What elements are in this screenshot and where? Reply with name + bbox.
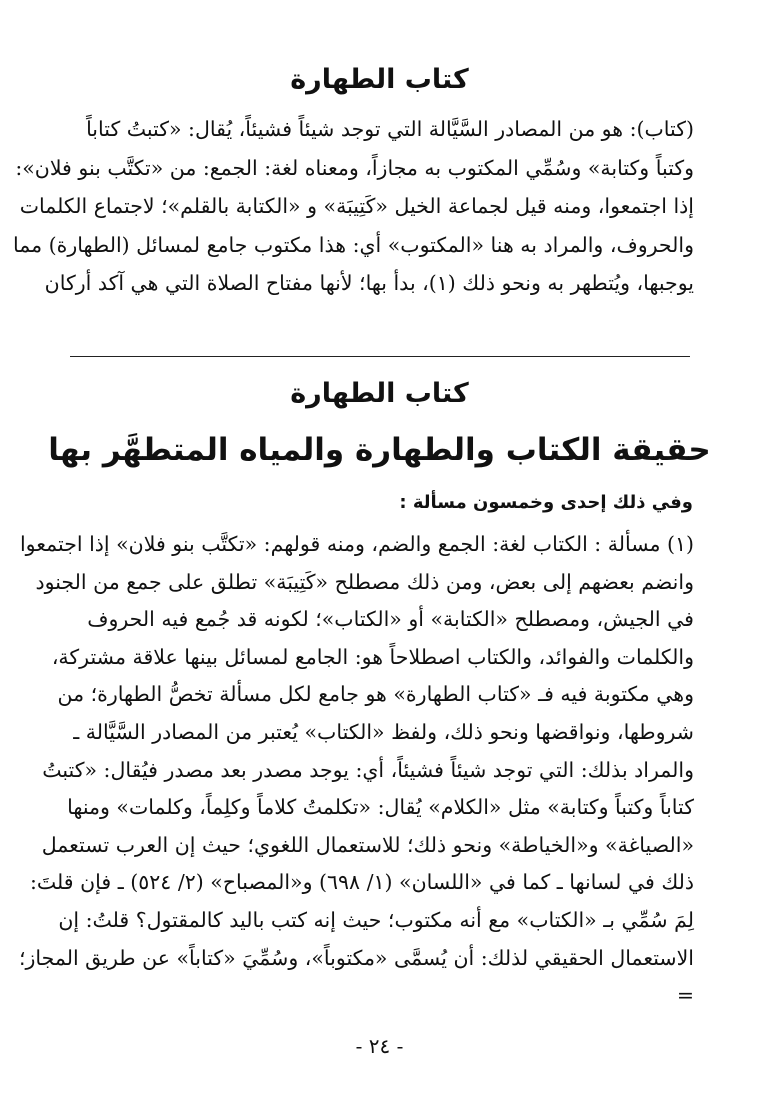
chapter-subtitle: حقيقة الكتاب والطهارة والمياه المتطهَّر بها: [48, 432, 711, 468]
issue-line: «الصياغة» و«الخياطة» ونحو ذلك؛ للاستعمال اللغوي؛ حيث إن العرب تستعمل: [41, 832, 694, 857]
chapter-title-top: كتاب الطهارة: [290, 64, 469, 95]
issue-line: شروطها، ونواقضها ونحو ذلك، ولفظ «الكتاب» يُعتبر من المصادر السَّيَّالة ـ: [73, 719, 694, 744]
intro-line: إذا اجتمعوا، ومنه قيل لجماعة الخيل «كَتِيبَة» و «الكتابة بالقلم»؛ لاجتماع الكلمات: [19, 194, 694, 218]
continuation-mark: =: [676, 983, 694, 1008]
issue-line: في الجيش، ومصطلح «الكتابة» أو «الكتاب»؛ لكونه قد جُمع فيه الحروف: [87, 607, 694, 632]
issue-line: ذلك في لسانها ـ كما في «اللسان» (١/ ٦٩٨) و«المصباح» (٢/ ٥٢٤) ـ فإن قلتَ:: [29, 870, 694, 895]
separator-rule: [70, 356, 690, 357]
issue-line: كتاباً وكتباً وكتابة» مثل «الكلام» يُقال: «تكلمتُ كلاماً وكلِماً، وكلمات» ومنها: [67, 795, 694, 820]
issue-line: لِمَ سُمِّي بـ «الكتاب» مع أنه مكتوب؛ حيث إنه كتب باليد كالمقتول؟ قلتُ: إن: [58, 907, 694, 932]
issue-line: وانضم بعضهم إلى بعض، ومن ذلك مصطلح «كَتِيبَة» تطلق على جمع من الجنود: [35, 569, 694, 594]
section-intro: وفي ذلك إحدى وخمسون مسألة :: [399, 492, 693, 513]
chapter-title-mid: كتاب الطهارة: [290, 378, 469, 409]
intro-commentary: [12, 110, 694, 303]
issue-line: والمراد بذلك: التي توجد شيئاً فشيئاً، أي: يوجد مصدر بعد مصدر فيُقال: «كتبتُ: [42, 757, 694, 782]
intro-line: (كتاب): هو من المصادر السَّيَّالة التي توجد شيئاً فشيئاً، يُقال: «كتبتُ كتاباً: [86, 117, 694, 141]
issue-text: [18, 526, 694, 1015]
intro-line: يوجبها، ويُتطهر به ونحو ذلك (١)، بدأ بها؛ لأنها مفتاح الصلاة التي هي آكد أركان: [44, 271, 694, 295]
intro-line: وكتباً وكتابة» وسُمِّي المكتوب به مجازاً، ومعناه لغة: الجمع: من «تكتَّب بنو فلان»:: [15, 155, 694, 180]
issue-line: وهي مكتوبة فيه فـ «كتاب الطهارة» هو جامع لكل مسألة تخصُّ الطهارة؛ من: [57, 682, 694, 707]
issue-line: (١) مسألة : الكتاب لغة: الجمع والضم، ومنه قولهم: «تكتَّب بنو فلان» إذا اجتمعوا: [19, 532, 694, 556]
issue-line: الاستعمال الحقيقي لذلك: أن يُسمَّى «مكتوباً»، وسُمِّيَ «كتاباً» عن طريق المجاز؛: [18, 945, 694, 970]
issue-line: والكلمات والفوائد، والكتاب اصطلاحاً هو: الجامع لمسائل بينها علاقة مشتركة،: [51, 644, 694, 669]
page-number: - ٢٤ -: [355, 1034, 404, 1058]
intro-line: والحروف، والمراد به هنا «المكتوب» أي: هذا مكتوب جامع لمسائل (الطهارة) مما: [12, 232, 694, 257]
